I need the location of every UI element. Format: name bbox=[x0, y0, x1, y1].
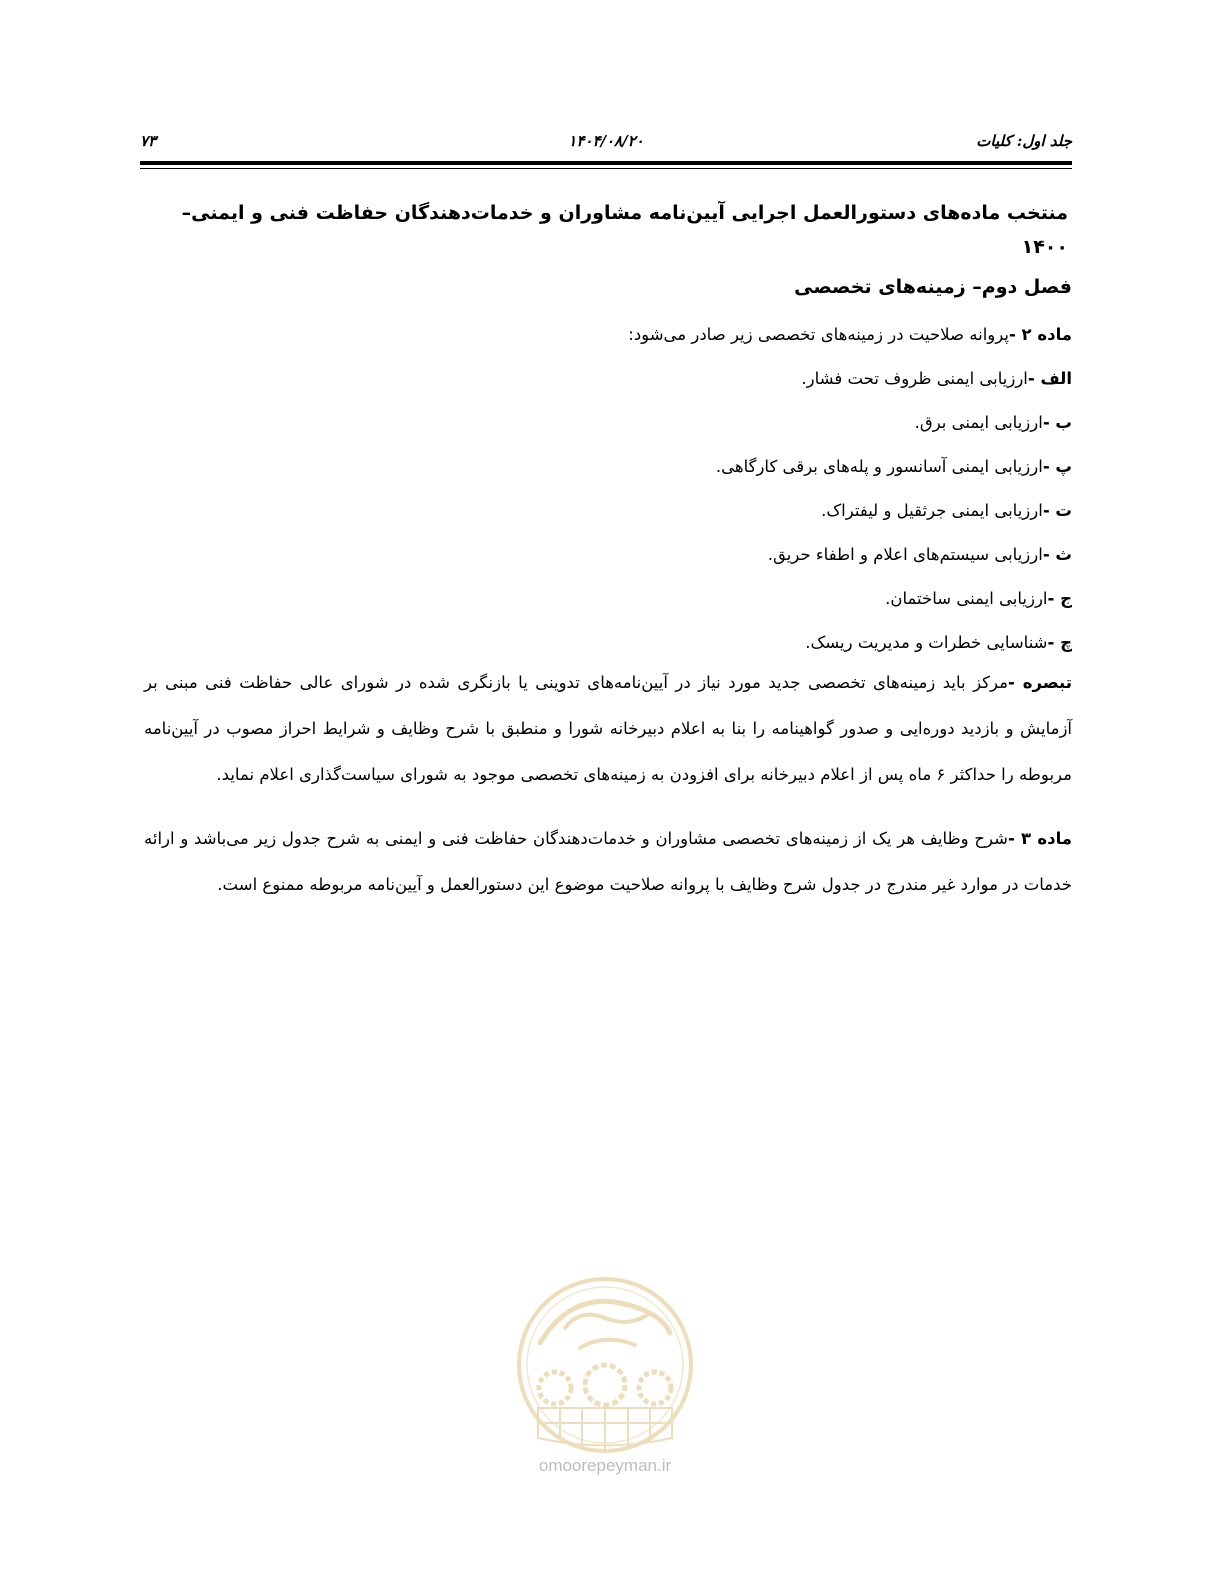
article-2 bbox=[144, 322, 1072, 348]
article-3 bbox=[144, 816, 1072, 908]
note-label: تبصره - bbox=[1007, 673, 1072, 692]
item-text: ارزیابی ایمنی برق. bbox=[914, 413, 1043, 432]
watermark-site: omoorepeyman.ir bbox=[538, 1456, 672, 1475]
header-date: ۱۴۰۴/۰۸/۲۰ bbox=[568, 132, 644, 150]
item-text: ارزیابی ایمنی ساختمان. bbox=[885, 589, 1048, 608]
list-item bbox=[144, 586, 1072, 612]
article-3-label: ماده ۳ - bbox=[1007, 829, 1073, 848]
item-text: شناسایی خطرات و مدیریت ریسک. bbox=[805, 633, 1048, 652]
item-label: چ - bbox=[1047, 633, 1072, 652]
item-text: ارزیابی ایمنی آسانسور و پله‌های برقی کارگاهی. bbox=[715, 457, 1043, 476]
chapter-title: فصل دوم– زمینه‌های تخصصی bbox=[794, 276, 1072, 298]
item-label: ج - bbox=[1047, 589, 1072, 608]
item-label: الف - bbox=[1027, 369, 1072, 388]
page-number: ۷۳ bbox=[140, 132, 157, 150]
list-item bbox=[144, 366, 1072, 392]
list-item bbox=[144, 542, 1072, 568]
list-item bbox=[144, 498, 1072, 524]
item-text: ارزیابی ایمنی ظروف تحت فشار. bbox=[801, 369, 1028, 388]
list-item bbox=[144, 410, 1072, 436]
document-title: منتخب ماده‌های دستورالعمل اجرایی آیین‌نامه مشاوران و خدمات‌دهندگان حفاظت فنی و ایمنی– ۱۴۰۰ bbox=[181, 202, 1068, 258]
header-rule-thin bbox=[140, 168, 1072, 169]
item-label: ب - bbox=[1042, 413, 1072, 432]
article-3-text: شرح وظایف هر یک از زمینه‌های تخصصی مشاوران و خدمات‌دهندگان حفاظت فنی و ایمنی به شرح جدول زیر می‌باشد و ارائه خدمات در موارد غیر مندرج در جدول شرح وظایف با پروانه صلاحیت موضوع این دستورالعمل و آیین‌نامه مربوطه ممنوع است. bbox=[144, 829, 1072, 894]
item-text: ارزیابی سیستم‌های اعلام و اطفاء حریق. bbox=[767, 545, 1043, 564]
document-body bbox=[144, 196, 1072, 908]
list-item bbox=[144, 454, 1072, 480]
item-label: ث - bbox=[1042, 545, 1072, 564]
page-header bbox=[140, 128, 1072, 158]
item-label: ت - bbox=[1042, 501, 1072, 520]
note-text: مرکز باید زمینه‌های تخصصی جدید مورد نیاز در آیین‌نامه‌های تدوینی یا بازنگری شده در شورای عالی حفاظت فنی مبنی بر آزمایش و بازدید دوره‌ایی و صدور گواهینامه را بنا به اعلام دبیرخانه شورا و منطبق با شرح وظایف و شرایط احراز مصوب در آیین‌نامه مربوطه را حداکثر ۶ ماه پس از اعلام دبیرخانه برای افزودن به زمینه‌های تخصصی موجود به شورای سیاست‌گذاری اعلام نماید. bbox=[144, 673, 1072, 784]
item-text: ارزیابی ایمنی جرثقیل و لیفتراک. bbox=[821, 501, 1043, 520]
article-2-text: پروانه صلاحیت در زمینه‌های تخصصی زیر صادر می‌شود: bbox=[628, 325, 1009, 344]
article-2-label: ماده ۲ - bbox=[1008, 325, 1072, 344]
item-label: پ - bbox=[1042, 457, 1072, 476]
volume-title: جلد اول: کلیات bbox=[976, 132, 1072, 150]
list-item bbox=[144, 630, 1072, 656]
header-rule-thick bbox=[140, 161, 1072, 165]
note-paragraph bbox=[144, 660, 1072, 798]
